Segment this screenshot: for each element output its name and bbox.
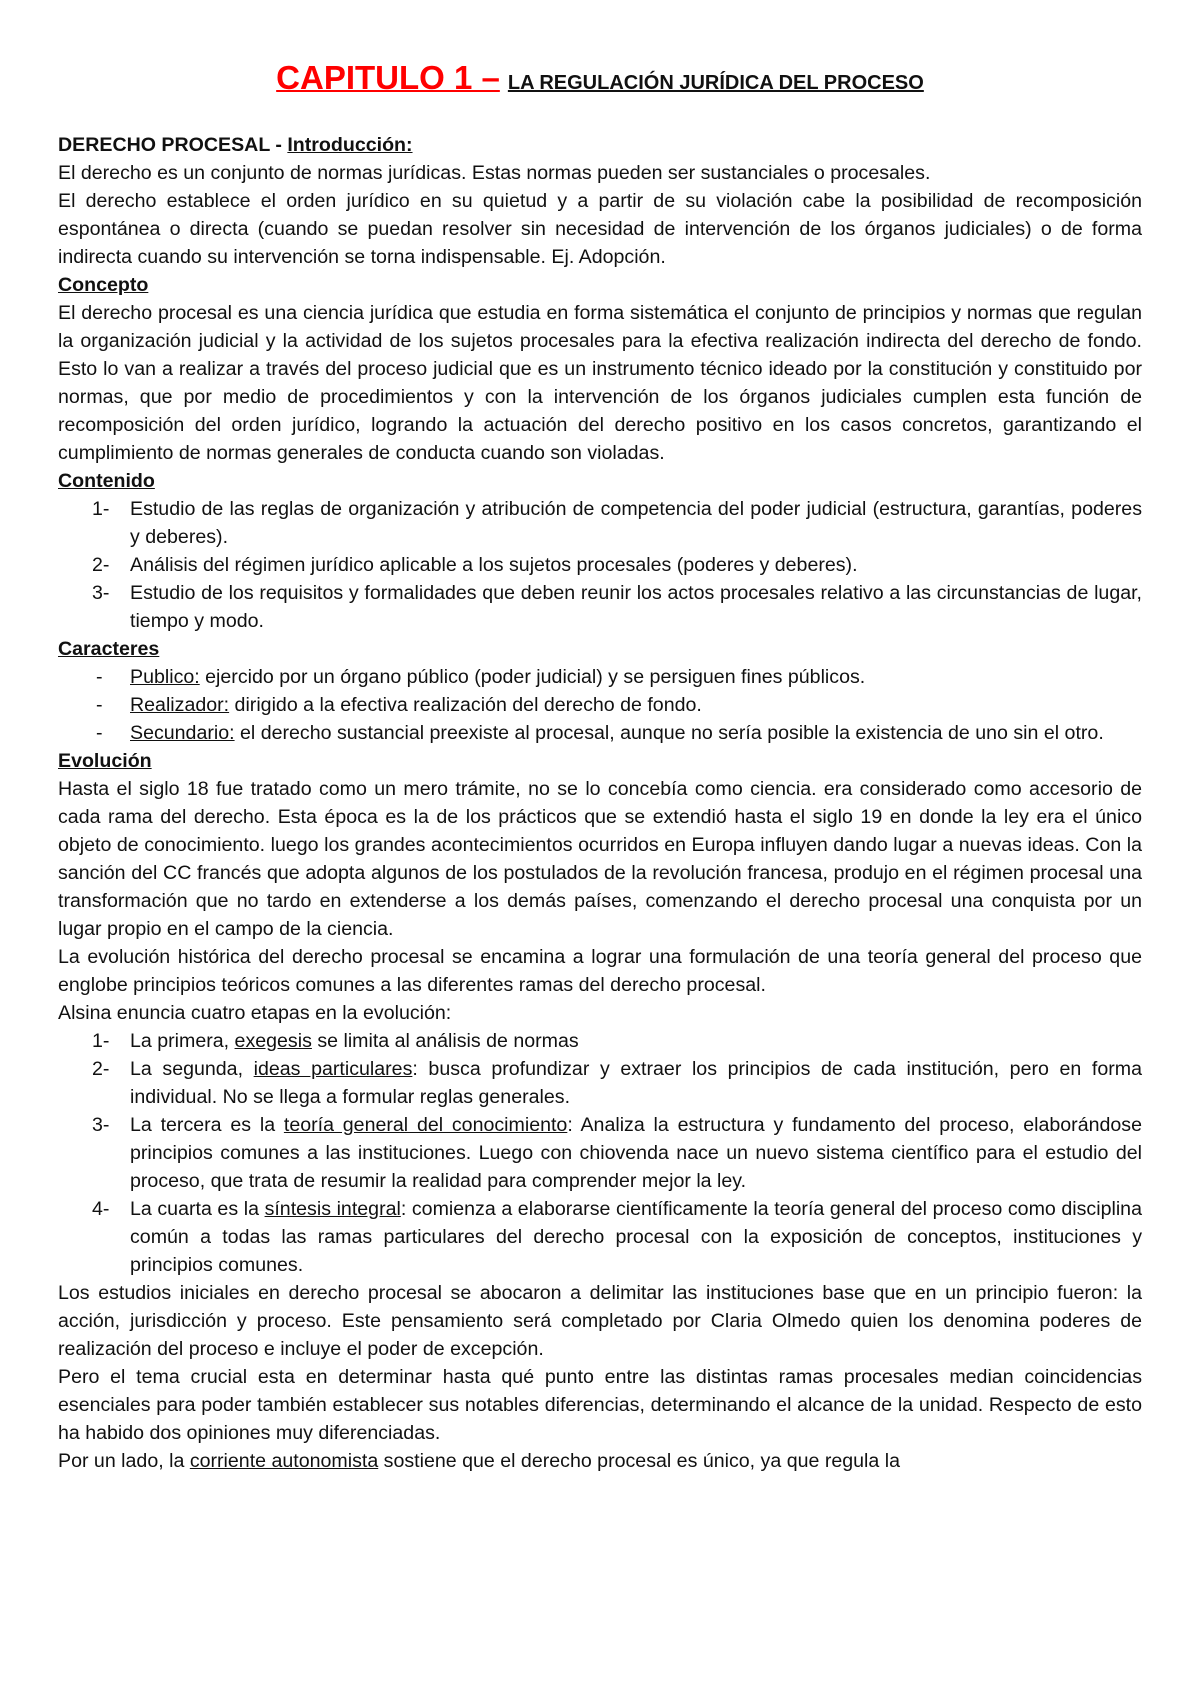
intro-paragraph-1: El derecho es un conjunto de normas jurídicas. Estas normas pueden ser sustanciales o procesales. xyxy=(58,162,931,184)
list-item-text: ejercido por un órgano público (poder judicial) y se persiguen fines públicos. xyxy=(199,666,866,688)
intro-heading-line xyxy=(58,131,1142,159)
list-item-text: La cuarta es la xyxy=(130,1198,265,1220)
list-dash: - xyxy=(96,694,103,716)
evolucion-paragraph-3: Alsina enuncia cuatro etapas en la evolución: xyxy=(58,1002,452,1024)
concepto-paragraph: El derecho procesal es una ciencia jurídica que estudia en forma sistemática el conjunto de principios y normas que regulan la organización judicial y la actividad de los sujetos procesales para la efectiva realización indirecta del derecho de fondo. Esto lo van a realizar a través del proceso judicial que es un instrumento técnico ideado por la constitución y constituido por normas, que por medio de procedimientos y con la intervención de los órganos judiciales cumplen esta función de recomposición del orden jurídico, logrando la actuación del derecho positivo en los casos concretos, garantizando el cumplimiento de normas generales de conducta cuando son violadas. xyxy=(58,302,1142,464)
list-item-text: Estudio de las reglas de organización y atribución de competencia del poder judicial (estructura, garantías, poderes y deberes). xyxy=(130,498,1142,548)
term: Publico: xyxy=(130,666,200,688)
contenido-heading: Contenido xyxy=(58,470,155,492)
list-item-text: Estudio de los requisitos y formalidades que deben reunir los actos procesales relativo a las circunstancias de lugar, tiempo y modo. xyxy=(130,582,1142,632)
list-item xyxy=(58,1027,1142,1055)
evolucion-paragraph-4: Los estudios iniciales en derecho procesal se abocaron a delimitar las instituciones base que en un principio fueron: la acción, jurisdicción y proceso. Este pensamiento será completado por Claria Olmedo quien los denomina poderes de realización del proceso e incluye el poder de excepción. xyxy=(58,1282,1142,1360)
evolucion-paragraph-2: La evolución histórica del derecho procesal se encamina a lograr una formulación de una teoría general del proceso que englobe principios teóricos comunes a las diferentes ramas del derecho procesal. xyxy=(58,946,1142,996)
list-number: 2- xyxy=(92,554,110,576)
list-item-text: Análisis del régimen jurídico aplicable a los sujetos procesales (poderes y deberes). xyxy=(130,554,858,576)
list-item xyxy=(58,495,1142,551)
term: exegesis xyxy=(234,1030,312,1052)
term: Realizador: xyxy=(130,694,230,716)
list-item-body xyxy=(130,1055,1142,1111)
list-number: 2- xyxy=(92,1058,110,1080)
etapas-list xyxy=(58,1027,1142,1279)
term: teoría general del conocimiento xyxy=(283,1114,568,1136)
list-item-body xyxy=(130,719,1142,747)
list-item-body xyxy=(130,691,1142,719)
list-item-text: : Analiza la estructura y fundamento del proceso, elaborándose principios comunes a las instituciones. Luego con chiovenda nace un nuevo sistema científico para el estudio del proceso, que trata de resumir la realidad para comprender mejor la ley. xyxy=(130,1114,1142,1192)
list-item-body xyxy=(130,663,1142,691)
list-item-body xyxy=(130,1027,1142,1055)
list-item-text: La segunda, xyxy=(130,1058,254,1080)
intro-heading: Introducción: xyxy=(287,134,413,156)
list-dash: - xyxy=(96,666,103,688)
page-title xyxy=(58,58,1142,103)
list-item-text: el derecho sustancial preexiste al procesal, aunque no sería posible la existencia de uno sin el otro. xyxy=(234,722,1104,744)
chapter-title: CAPITULO 1 – xyxy=(276,59,500,96)
concepto-heading: Concepto xyxy=(58,274,149,296)
list-item-text: La tercera es la xyxy=(130,1114,284,1136)
intro-paragraph-2: El derecho establece el orden jurídico en su quietud y a partir de su violación cabe la posibilidad de recomposición espontánea o directa (cuando se puedan resolver sin necesidad de intervención de los órganos judiciales) o de forma indirecta cuando su intervención se torna indispensable. Ej. Adopción. xyxy=(58,190,1142,268)
paragraph-text: sostiene que el derecho procesal es único, ya que regula la xyxy=(378,1450,900,1472)
list-item xyxy=(58,551,1142,579)
list-item-text: La primera, xyxy=(130,1030,235,1052)
list-item xyxy=(58,579,1142,635)
list-number: 3- xyxy=(92,1114,110,1136)
contenido-list xyxy=(58,495,1142,635)
evolucion-paragraph-1: Hasta el siglo 18 fue tratado como un mero trámite, no se lo concebía como ciencia. era considerado como accesorio de cada rama del derecho. Esta época es la de los prácticos que se extendió hasta el siglo 19 en donde la ley era el único objeto de conocimiento. luego los grandes acontecimientos ocurridos en Europa influyen dando lugar a nuevas ideas. Con la sanción del CC francés que adopta algunos de los postulados de la revolución francesa, produjo en el régimen procesal una transformación que no tardo en extenderse a los demás países, comenzando el derecho procesal una conquista por un lugar propio en el campo de la ciencia. xyxy=(58,778,1142,940)
list-item xyxy=(58,1195,1142,1279)
term: Secundario: xyxy=(130,722,235,744)
list-item-body xyxy=(130,1195,1142,1279)
paragraph-text: Por un lado, la xyxy=(58,1450,190,1472)
list-item xyxy=(58,719,1142,747)
list-item xyxy=(58,1111,1142,1195)
list-item-text: se limita al análisis de normas xyxy=(311,1030,579,1052)
list-item xyxy=(58,691,1142,719)
list-item xyxy=(58,1055,1142,1111)
list-dash: - xyxy=(96,722,103,744)
list-number: 1- xyxy=(92,1030,110,1052)
list-item xyxy=(58,663,1142,691)
evolucion-heading: Evolución xyxy=(58,750,152,772)
list-item-text: : busca profundizar y extraer los principios de cada institución, pero en forma individual. No se llega a formular reglas generales. xyxy=(130,1058,1142,1108)
list-number: 3- xyxy=(92,582,110,604)
list-number: 4- xyxy=(92,1198,110,1220)
chapter-subtitle: LA REGULACIÓN JURÍDICA DEL PROCESO xyxy=(507,72,924,94)
term: corriente autonomista xyxy=(189,1450,379,1472)
section-label: DERECHO PROCESAL - xyxy=(58,134,282,156)
list-item-body xyxy=(130,1111,1142,1195)
caracteres-list xyxy=(58,663,1142,747)
caracteres-heading: Caracteres xyxy=(58,638,160,660)
list-item-text: : comienza a elaborarse científicamente la teoría general del proceso como disciplina común a todas las ramas particulares del derecho procesal con la exposición de conceptos, instituciones y principios comunes. xyxy=(130,1198,1142,1276)
list-number: 1- xyxy=(92,498,110,520)
evolucion-paragraph-6 xyxy=(58,1447,1142,1475)
list-item-text: dirigido a la efectiva realización del derecho de fondo. xyxy=(229,694,702,716)
term: ideas particulares xyxy=(253,1058,413,1080)
evolucion-paragraph-5: Pero el tema crucial esta en determinar hasta qué punto entre las distintas ramas procesales median coincidencias esenciales para poder también establecer sus notables diferencias, determinando el alcance de la unidad. Respecto de esto ha habido dos opiniones muy diferenciadas. xyxy=(58,1366,1142,1444)
term: síntesis integral xyxy=(264,1198,401,1220)
